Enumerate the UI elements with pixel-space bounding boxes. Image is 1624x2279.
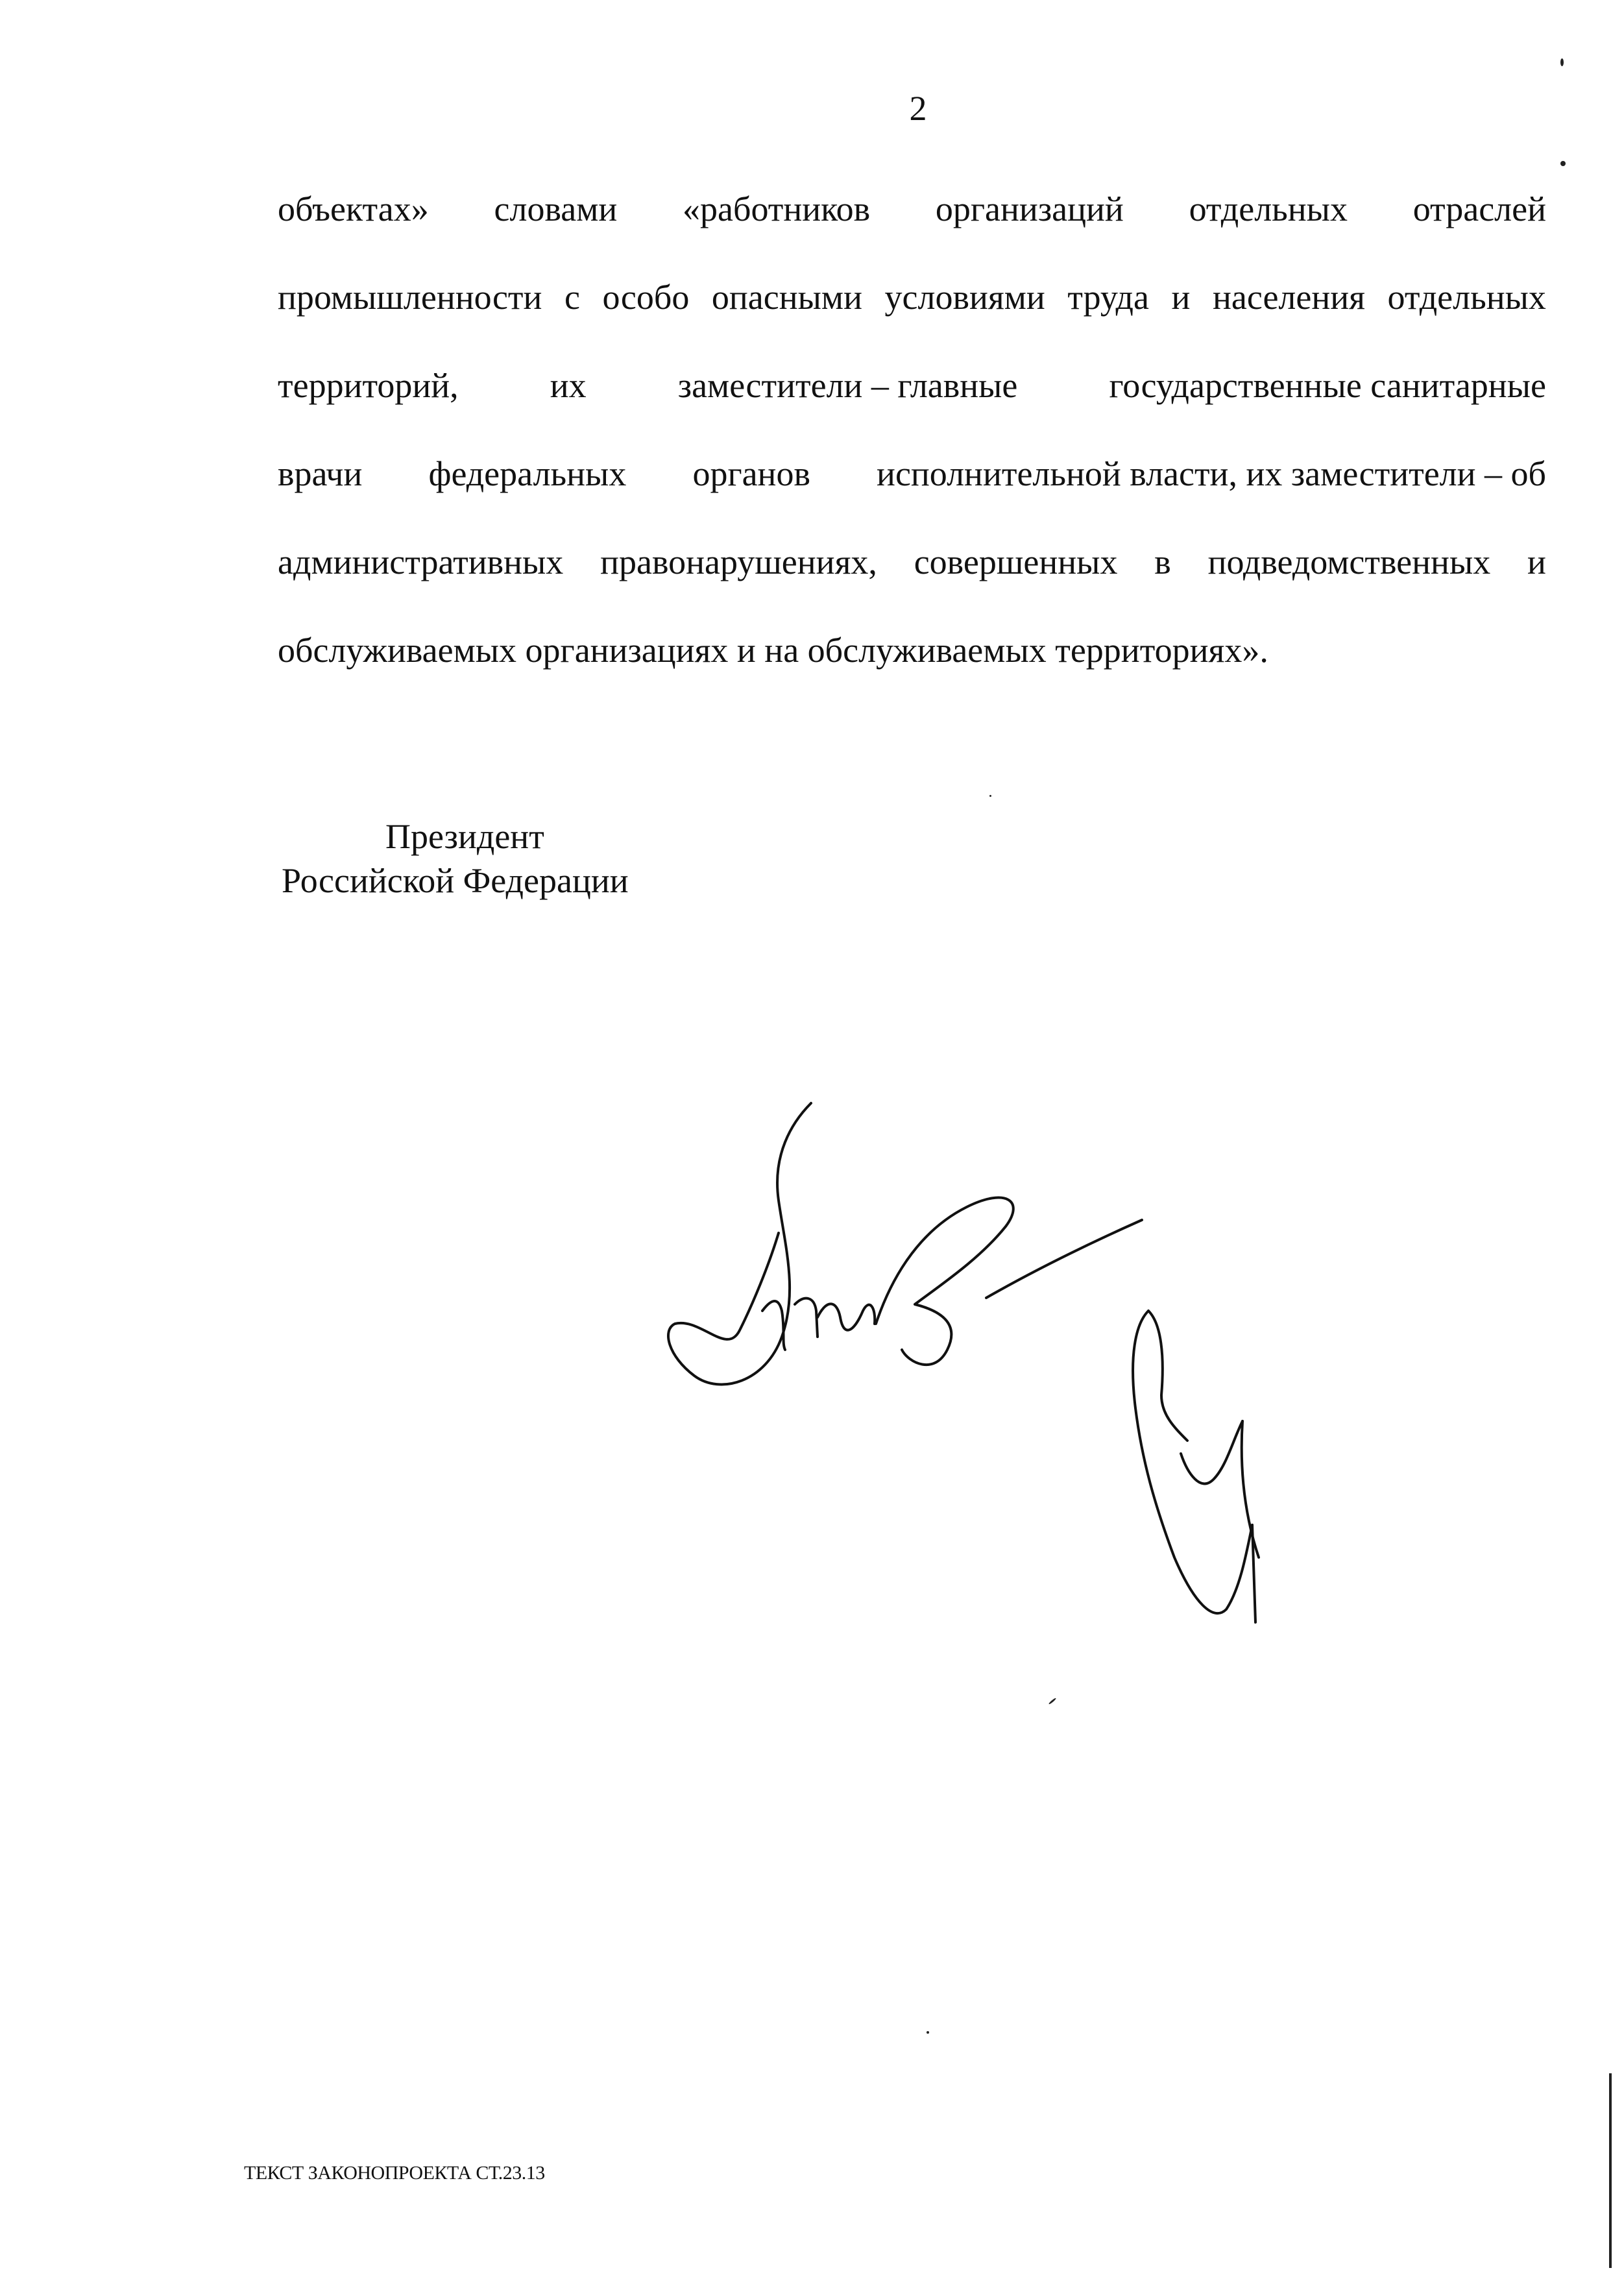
footer-code: ТЕКСТ ЗАКОНОПРОЕКТА СТ.23.13 <box>244 2162 545 2184</box>
scan-speck <box>1560 161 1566 166</box>
word: особо <box>602 278 690 317</box>
paragraph-line <box>278 180 1546 269</box>
scan-speck <box>989 795 991 797</box>
word: правонарушениях, <box>600 542 877 581</box>
word: отдельных <box>1189 189 1348 228</box>
word: организаций <box>935 189 1124 228</box>
word: в <box>1154 542 1171 581</box>
word: с <box>564 278 580 317</box>
handwritten-signature <box>642 1051 1291 1700</box>
scan-speck <box>927 2031 929 2034</box>
word: органов <box>692 454 810 493</box>
scan-speck <box>1560 58 1564 66</box>
word: и <box>1171 278 1191 317</box>
signatory-title-line-2: Российской Федерации <box>282 861 629 900</box>
word: врачи <box>278 454 363 493</box>
paragraph-line <box>278 445 1546 533</box>
word: исполнительной власти, их заместители – об <box>877 454 1546 493</box>
word: населения <box>1212 278 1365 317</box>
word: условиями <box>884 278 1045 317</box>
page-number: 2 <box>909 89 927 128</box>
word: «работников <box>683 189 871 228</box>
word: труда <box>1067 278 1149 317</box>
paragraph-line <box>278 269 1546 357</box>
signatory-title <box>282 814 629 903</box>
paragraph-line <box>278 622 1546 710</box>
word: объектах» <box>278 189 429 228</box>
word: их <box>550 366 587 405</box>
document-body-text <box>278 180 1546 710</box>
word: государственные санитарные <box>1109 366 1546 405</box>
word: совершенных <box>914 542 1118 581</box>
word: федеральных <box>428 454 627 493</box>
paragraph-line <box>278 357 1546 445</box>
word: территорий, <box>278 366 459 405</box>
word: подведомственных <box>1207 542 1491 581</box>
scan-edge-line <box>1609 2073 1612 2268</box>
word: обслуживаемых организациях и на обслуживаемых территориях». <box>278 631 1268 670</box>
word: административных <box>278 542 564 581</box>
word: отраслей <box>1412 189 1546 228</box>
word: отдельных <box>1387 278 1546 317</box>
word: промышленности <box>278 278 542 317</box>
word: опасными <box>711 278 862 317</box>
word: и <box>1527 542 1546 581</box>
word: словами <box>494 189 618 228</box>
word: заместители – главные <box>677 366 1018 405</box>
signatory-title-line-1: Президент <box>385 817 544 856</box>
paragraph-line <box>278 533 1546 622</box>
